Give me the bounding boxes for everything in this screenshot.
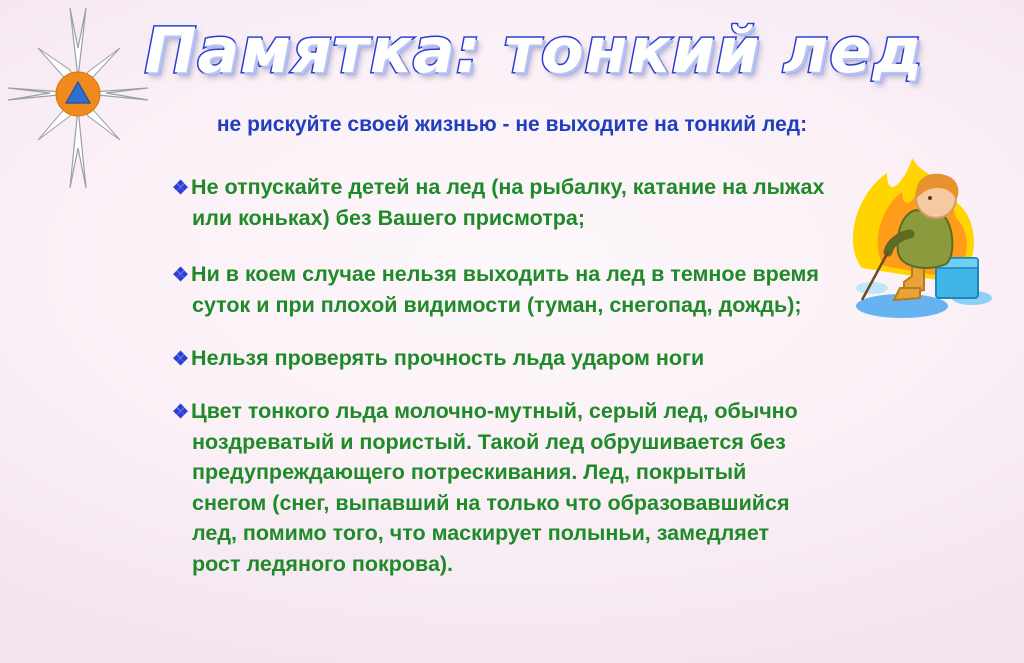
list-item-text: Не отпускайте детей на лед (на рыбалку, катание на лыжах или коньках) без Вашего присмотра;	[191, 175, 825, 230]
bullet-marker-icon: ❖	[172, 348, 190, 370]
list-item-text: Ни в коем случае нельзя выходить на лед в темное время суток и при плохой видимости (туман, снегопад, дождь);	[191, 262, 819, 318]
bullet-marker-icon: ❖	[172, 265, 190, 287]
bullet-marker-icon: ❖	[172, 178, 190, 199]
civil-defense-triangle-icon	[56, 72, 100, 116]
list-item-text: Нельзя проверять прочность льда ударом ноги	[191, 345, 705, 370]
list-item	[172, 343, 852, 374]
list-item	[172, 172, 852, 233]
compass-star-emblem	[8, 8, 148, 188]
list-item	[172, 259, 852, 320]
boot	[894, 288, 920, 300]
eye	[928, 196, 932, 200]
bullet-marker-icon: ❖	[172, 401, 190, 423]
list-item-text: Цвет тонкого льда молочно-мутный, серый лед, обычно ноздреватый и пористый. Такой лед обрушивается без предупреждающего потрескивания. Лед, покрытый снегом (снег, выпавший на только что образовавшийся лед, помимо того, что маскирует полыньи, замедляет рост ледяного покрова).	[191, 398, 798, 576]
slide-title-container	[0, 14, 1024, 87]
bullet-list	[172, 172, 862, 597]
slide-subtitle: не рискуйте своей жизнью - не выходите на тонкий лед:	[216, 113, 808, 136]
list-item	[172, 396, 812, 580]
page-title: Памятка: тонкий лед	[144, 14, 924, 87]
